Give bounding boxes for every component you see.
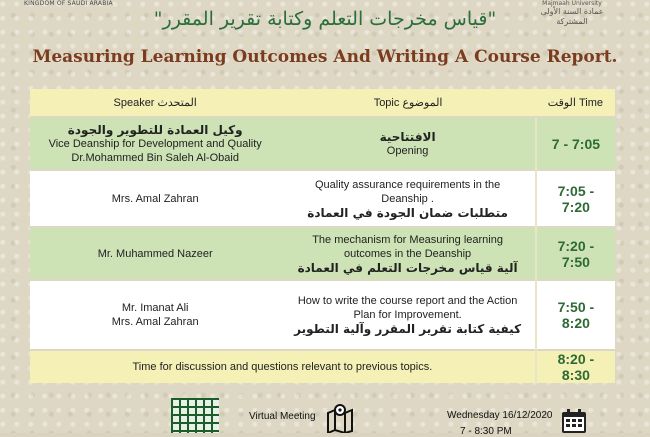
topic-arabic: آلية قياس مخرجات التعلم في العمادة — [297, 260, 518, 275]
time-cell: 7:05 - 7:20 — [536, 170, 615, 227]
time-cell: 7:50 - 8:20 — [536, 280, 615, 350]
speaker-line: Mrs. Amal Zahran — [111, 316, 199, 328]
table-row — [30, 280, 615, 350]
speaker-line: Mr. Muhammed Nazeer — [97, 247, 213, 260]
time-cell: 7:20 - 7:50 — [536, 227, 615, 280]
time-cell: 7 - 7:05 — [536, 117, 615, 170]
speaker-line: Dr.Mohammed Bin Saleh Al-Obaid — [71, 151, 239, 164]
kingdom-label: KINGDOM OF SAUDI ARABIA — [24, 0, 113, 7]
topic-line: Plan for Improvement. — [353, 309, 462, 321]
table-row — [30, 117, 615, 170]
topic-line: Opening — [386, 144, 429, 157]
qr-code-icon[interactable] — [171, 398, 219, 433]
event-date: Wednesday 16/12/2020 — [447, 410, 553, 421]
discussion-row — [30, 350, 615, 383]
speaker-cell — [30, 117, 280, 170]
topic-line: The mechanism for Measuring learning — [312, 233, 503, 246]
speaker-cell — [30, 227, 280, 280]
header-time: الوقت Time — [547, 97, 604, 109]
topic-line: How to write the course report and the Action — [297, 295, 518, 307]
speaker-cell — [30, 170, 280, 227]
page-title: Measuring Learning Outcomes And Writing A Course Report. — [32, 47, 618, 67]
topic-arabic: متطلبات ضمان الجودة في العمادة — [307, 205, 508, 220]
header-topic: Topic الموضوع — [373, 97, 443, 109]
topic-line: Deanship . — [381, 192, 434, 205]
speaker-line: Vice Deanship for Development and Quality — [48, 137, 262, 150]
topic-line: outcomes in the Deanship — [343, 247, 472, 260]
speaker-cell — [30, 280, 280, 350]
topic-cell — [280, 280, 535, 350]
event-time: 7 - 8:30 PM — [460, 426, 512, 437]
logo-university-name: Majmaah University — [542, 0, 602, 7]
time-cell: 8:20 - 8:30 — [536, 350, 615, 383]
table-header-row — [30, 89, 615, 117]
map-icon — [325, 404, 355, 433]
calendar-icon — [561, 409, 587, 433]
logo-deanship-line1: عمادة السنة الأولى — [540, 7, 604, 16]
schedule-table — [30, 89, 615, 383]
speaker-line: Mrs. Amal Zahran — [111, 192, 199, 205]
topic-line: Quality assurance requirements in the — [314, 178, 501, 191]
topic-arabic: الافتتاحية — [379, 129, 436, 144]
topic-cell — [280, 227, 535, 280]
speaker-line: Mr. Imanat Ali — [121, 302, 189, 314]
table-row — [30, 170, 615, 227]
topic-cell — [280, 170, 535, 227]
topic-arabic: كيفية كتابة تقرير المقرر وآلية التطوير — [294, 322, 522, 336]
header-speaker: Speaker المتحدث — [113, 97, 197, 109]
arabic-title: "قياس مخرجات التعلم وكتابة تقرير المقرر" — [153, 8, 497, 30]
table-row — [30, 227, 615, 280]
virtual-meeting-label: Virtual Meeting — [249, 411, 316, 422]
logo-deanship-line2: المشتركة — [556, 17, 588, 26]
speaker-arabic: وكيل العمادة للتطوير والجودة — [67, 122, 243, 137]
topic-cell — [280, 117, 535, 170]
discussion-text: Time for discussion and questions relevant to previous topics. — [30, 350, 536, 383]
